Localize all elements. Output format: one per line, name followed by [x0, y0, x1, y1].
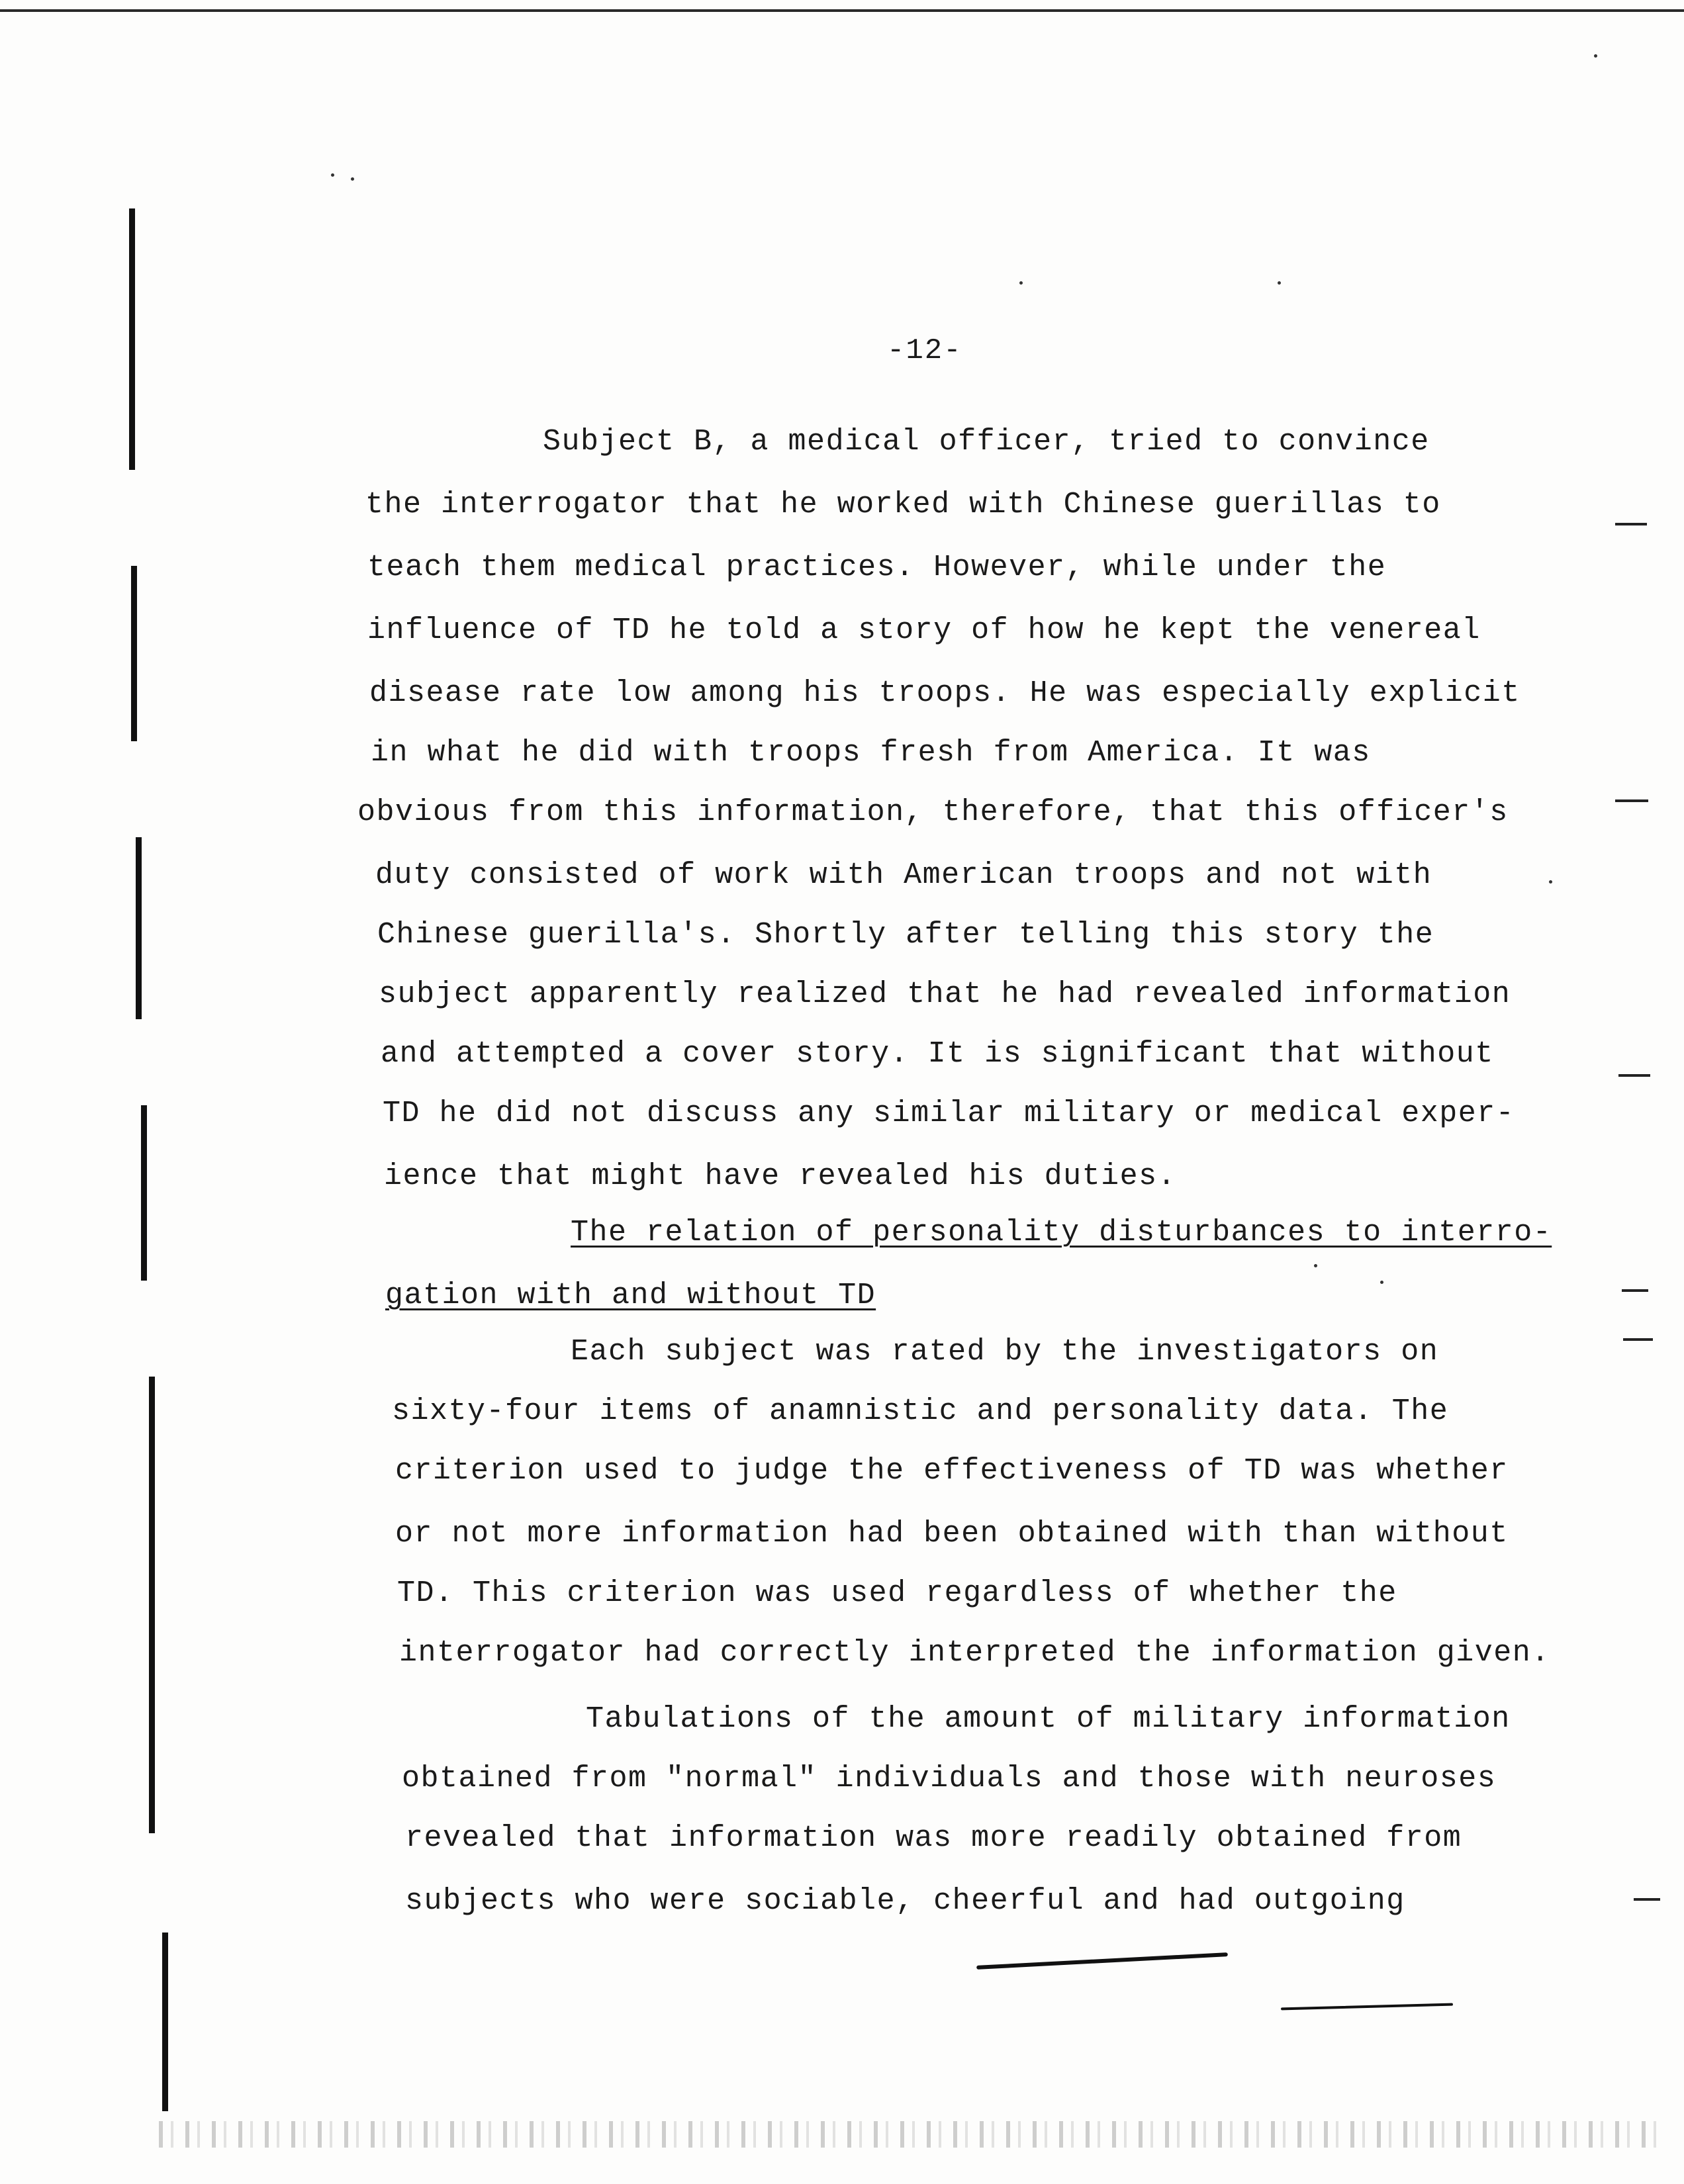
- speck: [1314, 1264, 1317, 1267]
- margin-change-bar: [129, 208, 135, 470]
- text-line: ience that might have revealed his duties.: [384, 1160, 1177, 1193]
- text-line: criterion used to judge the effectiveness of TD was whether: [395, 1454, 1509, 1488]
- margin-change-bar: [162, 1933, 168, 2111]
- section-heading-line: gation with and without TD: [385, 1279, 876, 1312]
- margin-tick: [1615, 799, 1648, 802]
- text-line: or not more information had been obtained with than without: [395, 1517, 1509, 1551]
- text-line: Subject B, a medical officer, tried to convince: [543, 425, 1430, 459]
- text-line: Each subject was rated by the investigators on: [571, 1335, 1439, 1369]
- text-line: teach them medical practices. However, while under the: [367, 551, 1387, 584]
- text-line: revealed that information was more readily obtained from: [405, 1821, 1462, 1855]
- margin-tick: [1615, 523, 1647, 525]
- margin-change-bar: [149, 1377, 155, 1833]
- pen-stroke: [1281, 2003, 1453, 2011]
- text-line: TD. This criterion was used regardless of whether the: [397, 1576, 1397, 1610]
- text-line: in what he did with troops fresh from America. It was: [371, 736, 1371, 770]
- margin-change-bar: [141, 1105, 147, 1281]
- text-line: duty consisted of work with American troops and not with: [375, 858, 1432, 892]
- text-line: subject apparently realized that he had revealed information: [379, 978, 1511, 1011]
- speck: [1549, 880, 1552, 884]
- speck: [1019, 281, 1023, 285]
- margin-tick: [1634, 1898, 1660, 1901]
- page-number: -12-: [887, 334, 962, 367]
- text-line: Chinese guerilla's. Shortly after telling this story the: [377, 918, 1434, 952]
- text-line: sixty-four items of anamnistic and personality data. The: [392, 1394, 1449, 1428]
- margin-tick: [1623, 1338, 1653, 1341]
- text-line: influence of TD he told a story of how he kept the venereal: [367, 614, 1481, 647]
- text-line: disease rate low among his troops. He was especially explicit: [369, 676, 1520, 710]
- margin-change-bar: [136, 837, 142, 1019]
- speck: [351, 177, 354, 181]
- speck: [1278, 281, 1281, 285]
- speck: [331, 173, 334, 177]
- margin-tick: [1622, 1289, 1648, 1292]
- margin-change-bar: [131, 566, 137, 741]
- text-line: Tabulations of the amount of military information: [586, 1702, 1511, 1736]
- pen-stroke: [976, 1952, 1228, 1970]
- text-line: TD he did not discuss any similar military or medical exper-: [383, 1097, 1515, 1130]
- text-line: the interrogator that he worked with Chinese guerillas to: [365, 488, 1441, 522]
- top-edge-rule: [0, 9, 1684, 12]
- text-line: interrogator had correctly interpreted the information given.: [399, 1636, 1550, 1670]
- text-line: obvious from this information, therefore, that this officer's: [357, 796, 1509, 829]
- text-line: obtained from "normal" individuals and those with neuroses: [402, 1762, 1497, 1796]
- section-heading-line: The relation of personality disturbances to interro-: [571, 1216, 1552, 1250]
- margin-tick: [1618, 1074, 1650, 1077]
- scan-noise: [159, 2121, 1668, 2148]
- speck: [1380, 1281, 1383, 1284]
- text-line: and attempted a cover story. It is significant that without: [381, 1037, 1494, 1071]
- speck: [1594, 54, 1597, 58]
- text-line: subjects who were sociable, cheerful and had outgoing: [405, 1884, 1405, 1918]
